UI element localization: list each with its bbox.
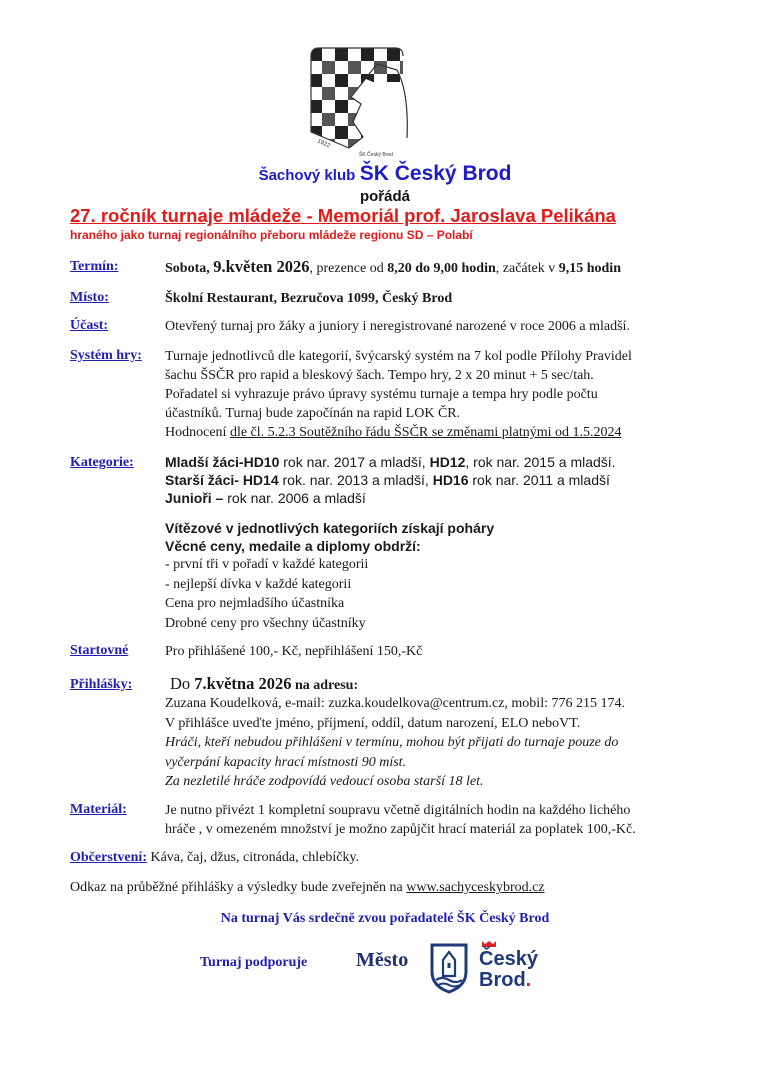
capacity-note: vyčerpání kapacity hrací místnosti 90 míst. bbox=[165, 754, 407, 770]
category-text: rok. nar. 2013 a mladší, bbox=[278, 472, 433, 488]
deadline-prefix: Do bbox=[170, 674, 195, 693]
label-misto[interactable]: Místo: bbox=[70, 290, 109, 305]
category-text: rok nar. 2017 a mladší, bbox=[279, 454, 430, 470]
venue-city: , Český Brod bbox=[375, 291, 453, 306]
prize-item: Drobné ceny pro všechny účastníky bbox=[165, 615, 366, 631]
club-prefix: Šachový klub bbox=[258, 167, 356, 184]
category-line bbox=[165, 489, 616, 507]
material-value bbox=[165, 801, 636, 839]
label-system-hry[interactable]: Systém hry: bbox=[70, 348, 142, 363]
system-value bbox=[165, 347, 632, 442]
venue-address: Školní Restaurant, Bezručova 1099 bbox=[165, 291, 375, 306]
label-startovne[interactable]: Startovné bbox=[70, 643, 129, 658]
prize-item: - první tři v pořadí v každé kategorii bbox=[165, 557, 369, 572]
label-termin[interactable]: Termín: bbox=[70, 259, 119, 274]
system-line: šachu ŠSČR pro rapid a bleskový šach. Tempo hry, 2 x 20 minut + 5 sec/tah. bbox=[165, 368, 594, 383]
material-line: hráče , v omezeném množství je možno zapůjčit hrací materiál za poplatek 100,-Kč. bbox=[165, 822, 636, 837]
results-link-row bbox=[70, 880, 545, 896]
category-text: rok nar. 2006 a mladší bbox=[223, 490, 366, 506]
termin-text-2: , začátek v bbox=[495, 261, 559, 276]
category-line bbox=[165, 453, 616, 471]
label-obcerstveni[interactable]: Občerstvení: bbox=[70, 850, 147, 865]
club-name: ŠK Český Brod bbox=[359, 162, 512, 185]
prizes-heading: Vítězové v jednotlivých kategoriích získají poháry bbox=[165, 520, 495, 536]
minors-note: Za nezletilé hráče zodpovídá vedoucí osoba starší 18 let. bbox=[165, 774, 484, 789]
termin-value bbox=[165, 257, 621, 278]
city-name-dot: . bbox=[525, 969, 532, 991]
termin-text-1: , prezence od bbox=[309, 261, 388, 276]
misto-value bbox=[165, 289, 452, 308]
city-name-line1: Český bbox=[479, 948, 538, 970]
label-kategorie[interactable]: Kategorie: bbox=[70, 455, 134, 470]
obcerstveni-value: Káva, čaj, džus, citronáda, chlebíčky. bbox=[146, 850, 360, 865]
city-name-brod: Brod bbox=[479, 969, 526, 991]
category-text: , rok nar. 2015 a mladší. bbox=[465, 454, 616, 470]
termin-day: Sobota, bbox=[165, 261, 214, 276]
label-ucast[interactable]: Účast: bbox=[70, 318, 109, 333]
termin-start-time: 9,15 hodin bbox=[558, 261, 621, 276]
club-heading bbox=[0, 162, 770, 186]
startovne-value: Pro přihlášené 100,- Kč, nepřihlášení 150,-Kč bbox=[165, 644, 423, 659]
ucast-value: Otevřený turnaj pro žáky a juniory i neregistrované narozené v roce 2006 a mladší. bbox=[165, 319, 630, 334]
chess-knight-logo-icon bbox=[303, 42, 415, 160]
label-prihlasky[interactable]: Přihlášky: bbox=[70, 677, 133, 692]
category-name: HD12 bbox=[429, 454, 466, 470]
prihlasky-details bbox=[165, 694, 625, 792]
late-registration-note: Hráči, kteří nebudou přihlášeni v termínu, mohou být přijati do turnaje pouze do bbox=[165, 735, 619, 750]
deadline-date: 7.května 2026 bbox=[194, 674, 292, 693]
system-line: účastníků. Turnaj bude započínán na rapid LOK ČR. bbox=[165, 406, 461, 421]
termin-registration-time: 8,20 do 9,00 hodin bbox=[387, 261, 496, 276]
category-text: rok nar. 2011 a mladší bbox=[468, 472, 610, 488]
material-line: Je nutno přivézt 1 kompletní soupravu včetně digitálních hodin na každého lichého bbox=[165, 803, 631, 818]
website-link[interactable]: www.sachyceskybrod.cz bbox=[406, 880, 545, 895]
system-line-rules bbox=[165, 423, 632, 442]
deadline-suffix: na adresu: bbox=[291, 678, 359, 693]
sponsor-prefix: Město bbox=[356, 949, 409, 971]
city-coat-of-arms-icon bbox=[429, 942, 469, 994]
category-line bbox=[165, 471, 616, 489]
obcerstveni-row bbox=[70, 850, 359, 866]
club-logo bbox=[303, 42, 415, 160]
invitation-text: Na turnaj Vás srdečně zvou pořadatelé ŠK Český Brod bbox=[220, 911, 550, 926]
system-line: Turnaje jednotlivců dle kategorií, švýcarský systém na 7 kol podle Přílohy Pravidel bbox=[165, 349, 632, 364]
contact-line: Zuzana Koudelková, e-mail: zuzka.koudelkova@centrum.cz, mobil: 776 215 174. bbox=[165, 696, 625, 711]
registration-fields-line: V přihlášce uveďte jméno, příjmení, oddíl, datum narození, ELO neboVT. bbox=[165, 715, 581, 731]
termin-date: 9.květen 2026 bbox=[213, 257, 310, 276]
city-name-line2 bbox=[479, 970, 531, 990]
support-label: Turnaj podporuje bbox=[200, 955, 308, 970]
prizes-heading: Věcné ceny, medaile a diplomy obdrží: bbox=[165, 538, 421, 554]
prize-item: - nejlepší dívka v každé kategorii bbox=[165, 576, 352, 592]
label-material[interactable]: Materiál: bbox=[70, 802, 127, 817]
category-name: Junioři – bbox=[165, 490, 224, 506]
crown-icon bbox=[481, 940, 497, 948]
prizes-list bbox=[165, 555, 368, 633]
logo-year: 1922 bbox=[316, 138, 331, 150]
category-name: HD16 bbox=[432, 472, 469, 488]
rules-link[interactable]: dle čl. 5.2.3 Soutěžního řádu ŠSČR se změnami platnými od 1.5.2024 bbox=[229, 425, 622, 440]
tournament-subtitle: hraného jako turnaj regionálního přeboru mládeže regionu SD – Polabí bbox=[70, 228, 473, 242]
category-name: Mladší žáci-HD10 bbox=[165, 454, 280, 470]
prizes-headings bbox=[165, 519, 494, 555]
tournament-title: 27. ročník turnaje mládeže - Memoriál prof. Jaroslava Pelikána bbox=[70, 205, 616, 226]
results-link-text: Odkaz na průběžné přihlášky a výsledky bude zveřejněn na bbox=[70, 880, 407, 895]
rules-prefix: Hodnocení bbox=[165, 425, 230, 440]
kategorie-value bbox=[165, 453, 616, 507]
category-name: Starší žáci- HD14 bbox=[165, 472, 279, 488]
system-line: Pořadatel si vyhrazuje právo úpravy systému turnaje a tempa hry podle počtu bbox=[165, 387, 598, 402]
logo-caption: ŠK Český Brod bbox=[359, 152, 393, 158]
prize-item: Cena pro nejmladšího účastníka bbox=[165, 596, 345, 611]
city-logo bbox=[429, 940, 559, 996]
prihlasky-deadline bbox=[170, 674, 358, 695]
organizes-text: pořádá bbox=[359, 188, 410, 205]
